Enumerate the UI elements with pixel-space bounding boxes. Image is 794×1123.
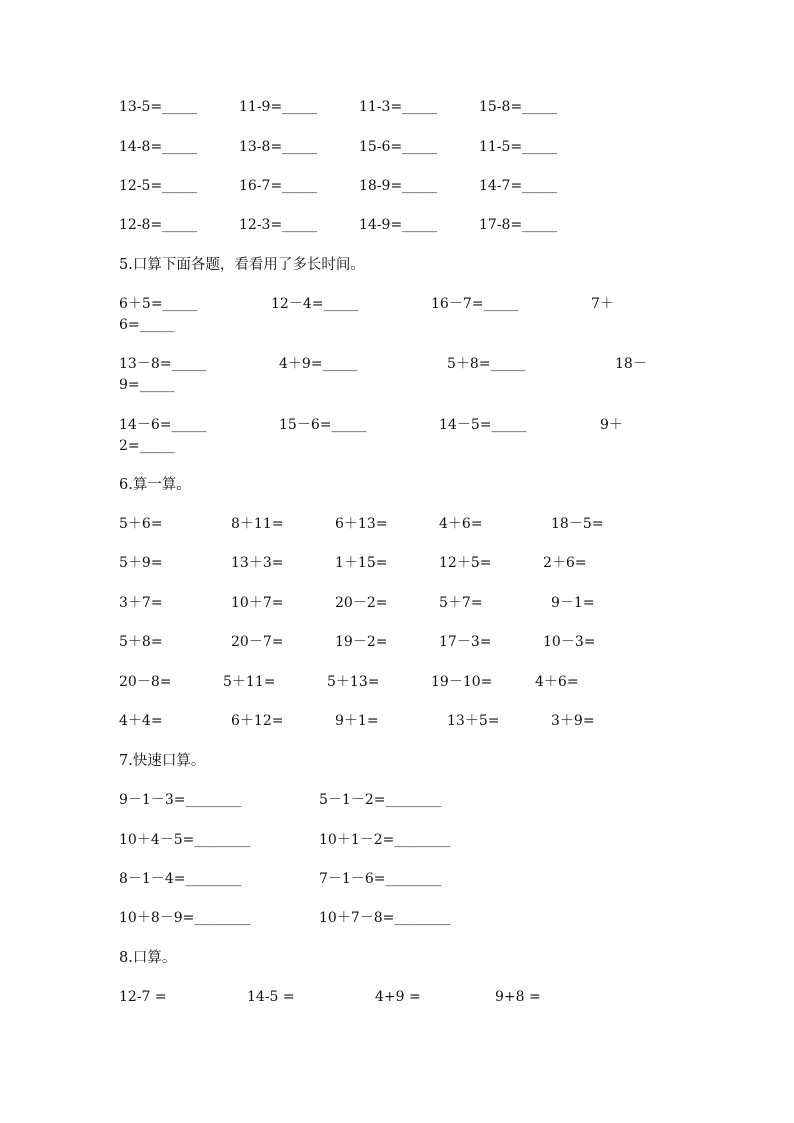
s5-problem: 6＋5=_____ [119, 296, 198, 312]
s5-row-1-wrap: 6=_____ [119, 317, 175, 333]
s6-problem: 6＋12= [231, 713, 284, 729]
s6-problem: 6＋13= [335, 516, 388, 532]
s6-problem: 12＋5= [439, 555, 492, 571]
s4-problem: 17-8=_____ [479, 217, 558, 233]
s6-problem: 2＋6= [543, 555, 587, 571]
s6-problem: 13＋3= [231, 555, 284, 571]
s4-problem: 15-6=_____ [359, 139, 438, 155]
s6-problem: 3＋9= [551, 713, 595, 729]
s6-problem: 8＋11= [231, 516, 284, 532]
s5-problem: 7＋ [591, 296, 614, 312]
s6-problem: 19－10= [431, 674, 493, 690]
s5-problem: 9＋ [600, 417, 623, 433]
s6-problem: 20－7= [231, 634, 284, 650]
s5-problem: 18－ [615, 356, 647, 372]
s5-problem: 14－6=_____ [119, 417, 207, 433]
s6-problem: 19－2= [335, 634, 388, 650]
s6-problem: 1＋15= [335, 555, 388, 571]
s4-problem: 12-8=_____ [119, 217, 198, 233]
s7-problem: 10＋7－8=________ [319, 910, 451, 926]
s7-problem: 10＋8－9=________ [119, 910, 251, 926]
s4-problem: 15-8=_____ [479, 99, 558, 115]
s7-problem: 8－1－4=________ [119, 871, 242, 887]
s5-row-2-wrap: 9=_____ [119, 377, 175, 393]
section-5-title: 5.口算下面各题，看看用了多长时间。 [119, 257, 365, 273]
s5-problem: 4＋9=_____ [279, 356, 358, 372]
s6-problem: 13＋5= [447, 713, 500, 729]
s6-problem: 18－5= [551, 516, 604, 532]
s5-problem: 16－7=_____ [431, 296, 519, 312]
s5-row-3-wrap: 2=_____ [119, 438, 175, 454]
s4-problem: 16-7=_____ [239, 178, 318, 194]
s4-problem: 11-5=_____ [479, 139, 558, 155]
s6-problem: 9＋1= [335, 713, 379, 729]
s6-problem: 17－3= [439, 634, 492, 650]
s8-problem: 9+8 = [495, 989, 541, 1005]
s7-problem: 9－1－3=________ [119, 792, 242, 808]
s7-problem: 5－1－2=________ [319, 792, 442, 808]
s8-problem: 12-7 = [119, 989, 167, 1005]
s6-problem: 20－8= [119, 674, 172, 690]
s4-problem: 14-7=_____ [479, 178, 558, 194]
s4-problem: 12-5=_____ [119, 178, 198, 194]
s4-problem: 14-9=_____ [359, 217, 438, 233]
section-7-title: 7.快速口算。 [119, 753, 206, 769]
s6-problem: 5＋9= [119, 555, 163, 571]
s6-problem: 5＋6= [119, 516, 163, 532]
s6-problem: 9－1= [551, 595, 595, 611]
s6-problem: 5＋11= [223, 674, 276, 690]
section-6-title: 6.算一算。 [119, 477, 191, 493]
s7-problem: 7－1－6=________ [319, 871, 442, 887]
section-8-title: 8.口算。 [119, 950, 177, 966]
s5-problem: 5＋8=_____ [447, 356, 526, 372]
s6-problem: 10＋7= [231, 595, 284, 611]
s6-problem: 10－3= [543, 634, 596, 650]
s6-problem: 4＋4= [119, 713, 163, 729]
s4-problem: 11-3=_____ [359, 99, 438, 115]
s5-problem: 13－8=_____ [119, 356, 207, 372]
s6-problem: 5＋7= [439, 595, 483, 611]
s4-problem: 14-8=_____ [119, 139, 198, 155]
s4-problem: 18-9=_____ [359, 178, 438, 194]
s6-problem: 3＋7= [119, 595, 163, 611]
s6-problem: 4＋6= [535, 674, 579, 690]
s7-problem: 10＋4－5=________ [119, 832, 251, 848]
s4-problem: 13-8=_____ [239, 139, 318, 155]
s4-problem: 12-3=_____ [239, 217, 318, 233]
s6-problem: 4＋6= [439, 516, 483, 532]
s4-problem: 11-9=_____ [239, 99, 318, 115]
s4-problem: 13-5=_____ [119, 99, 198, 115]
s5-problem: 14－5=_____ [439, 417, 527, 433]
s6-problem: 5＋13= [327, 674, 380, 690]
s5-problem: 12－4=_____ [271, 296, 359, 312]
s8-problem: 14-5 = [247, 989, 295, 1005]
s6-problem: 20－2= [335, 595, 388, 611]
s8-problem: 4+9 = [375, 989, 421, 1005]
s5-problem: 15－6=_____ [279, 417, 367, 433]
s7-problem: 10＋1－2=________ [319, 832, 451, 848]
s6-problem: 5＋8= [119, 634, 163, 650]
